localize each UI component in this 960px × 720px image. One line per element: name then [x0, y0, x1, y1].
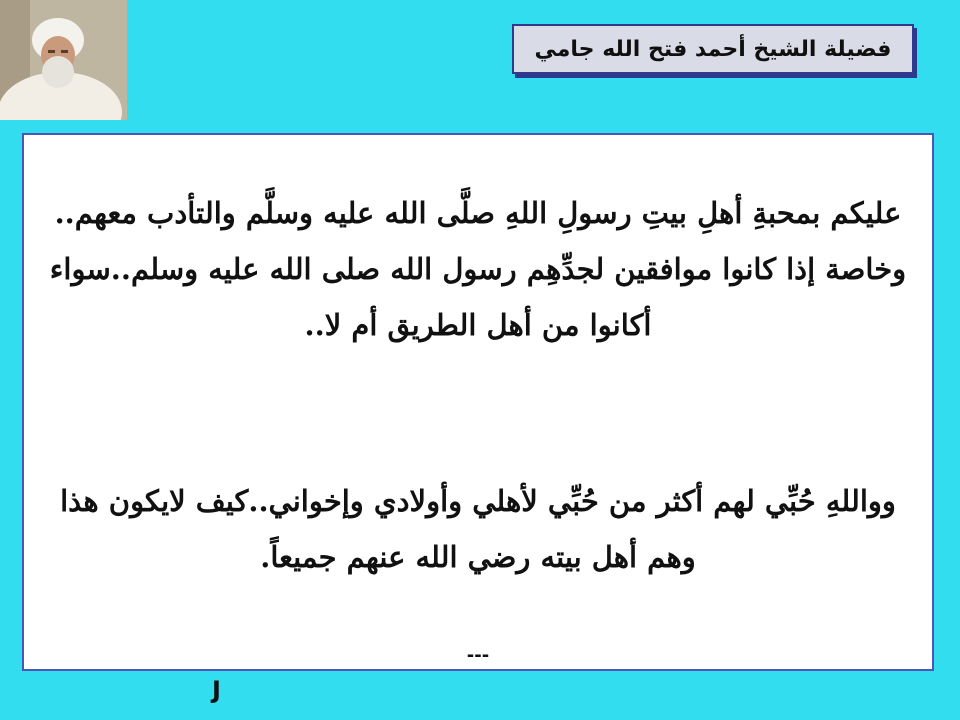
portrait-photo	[0, 0, 127, 120]
quote-paragraph-1: عليكم بمحبةِ أهلِ بيتِ رسولِ اللهِ صلَّى الله عليه وسلَّم والتأدب معهم.. وخاصة إذا كانوا موافقين لجدِّهِم رسول الله صلى الله عليه وسلم..سواء أكانوا من أهل الطريق أم لا..	[49, 196, 907, 342]
stray-mark: J	[212, 676, 221, 704]
quote-paragraph-2: وواللهِ حُبِّي لهم أكثر من حُبِّي لأهلي وأولادي وإخواني..كيف لايكون هذا وهم أهل بيته رضي الله عنهم جميعاً.	[60, 484, 896, 574]
separator-text: ---	[466, 645, 490, 666]
quote-panel	[22, 133, 934, 671]
page-title: فضيلة الشيخ أحمد فتح الله جامي	[534, 36, 892, 62]
portrait-image	[0, 0, 127, 120]
title-box	[512, 24, 914, 74]
